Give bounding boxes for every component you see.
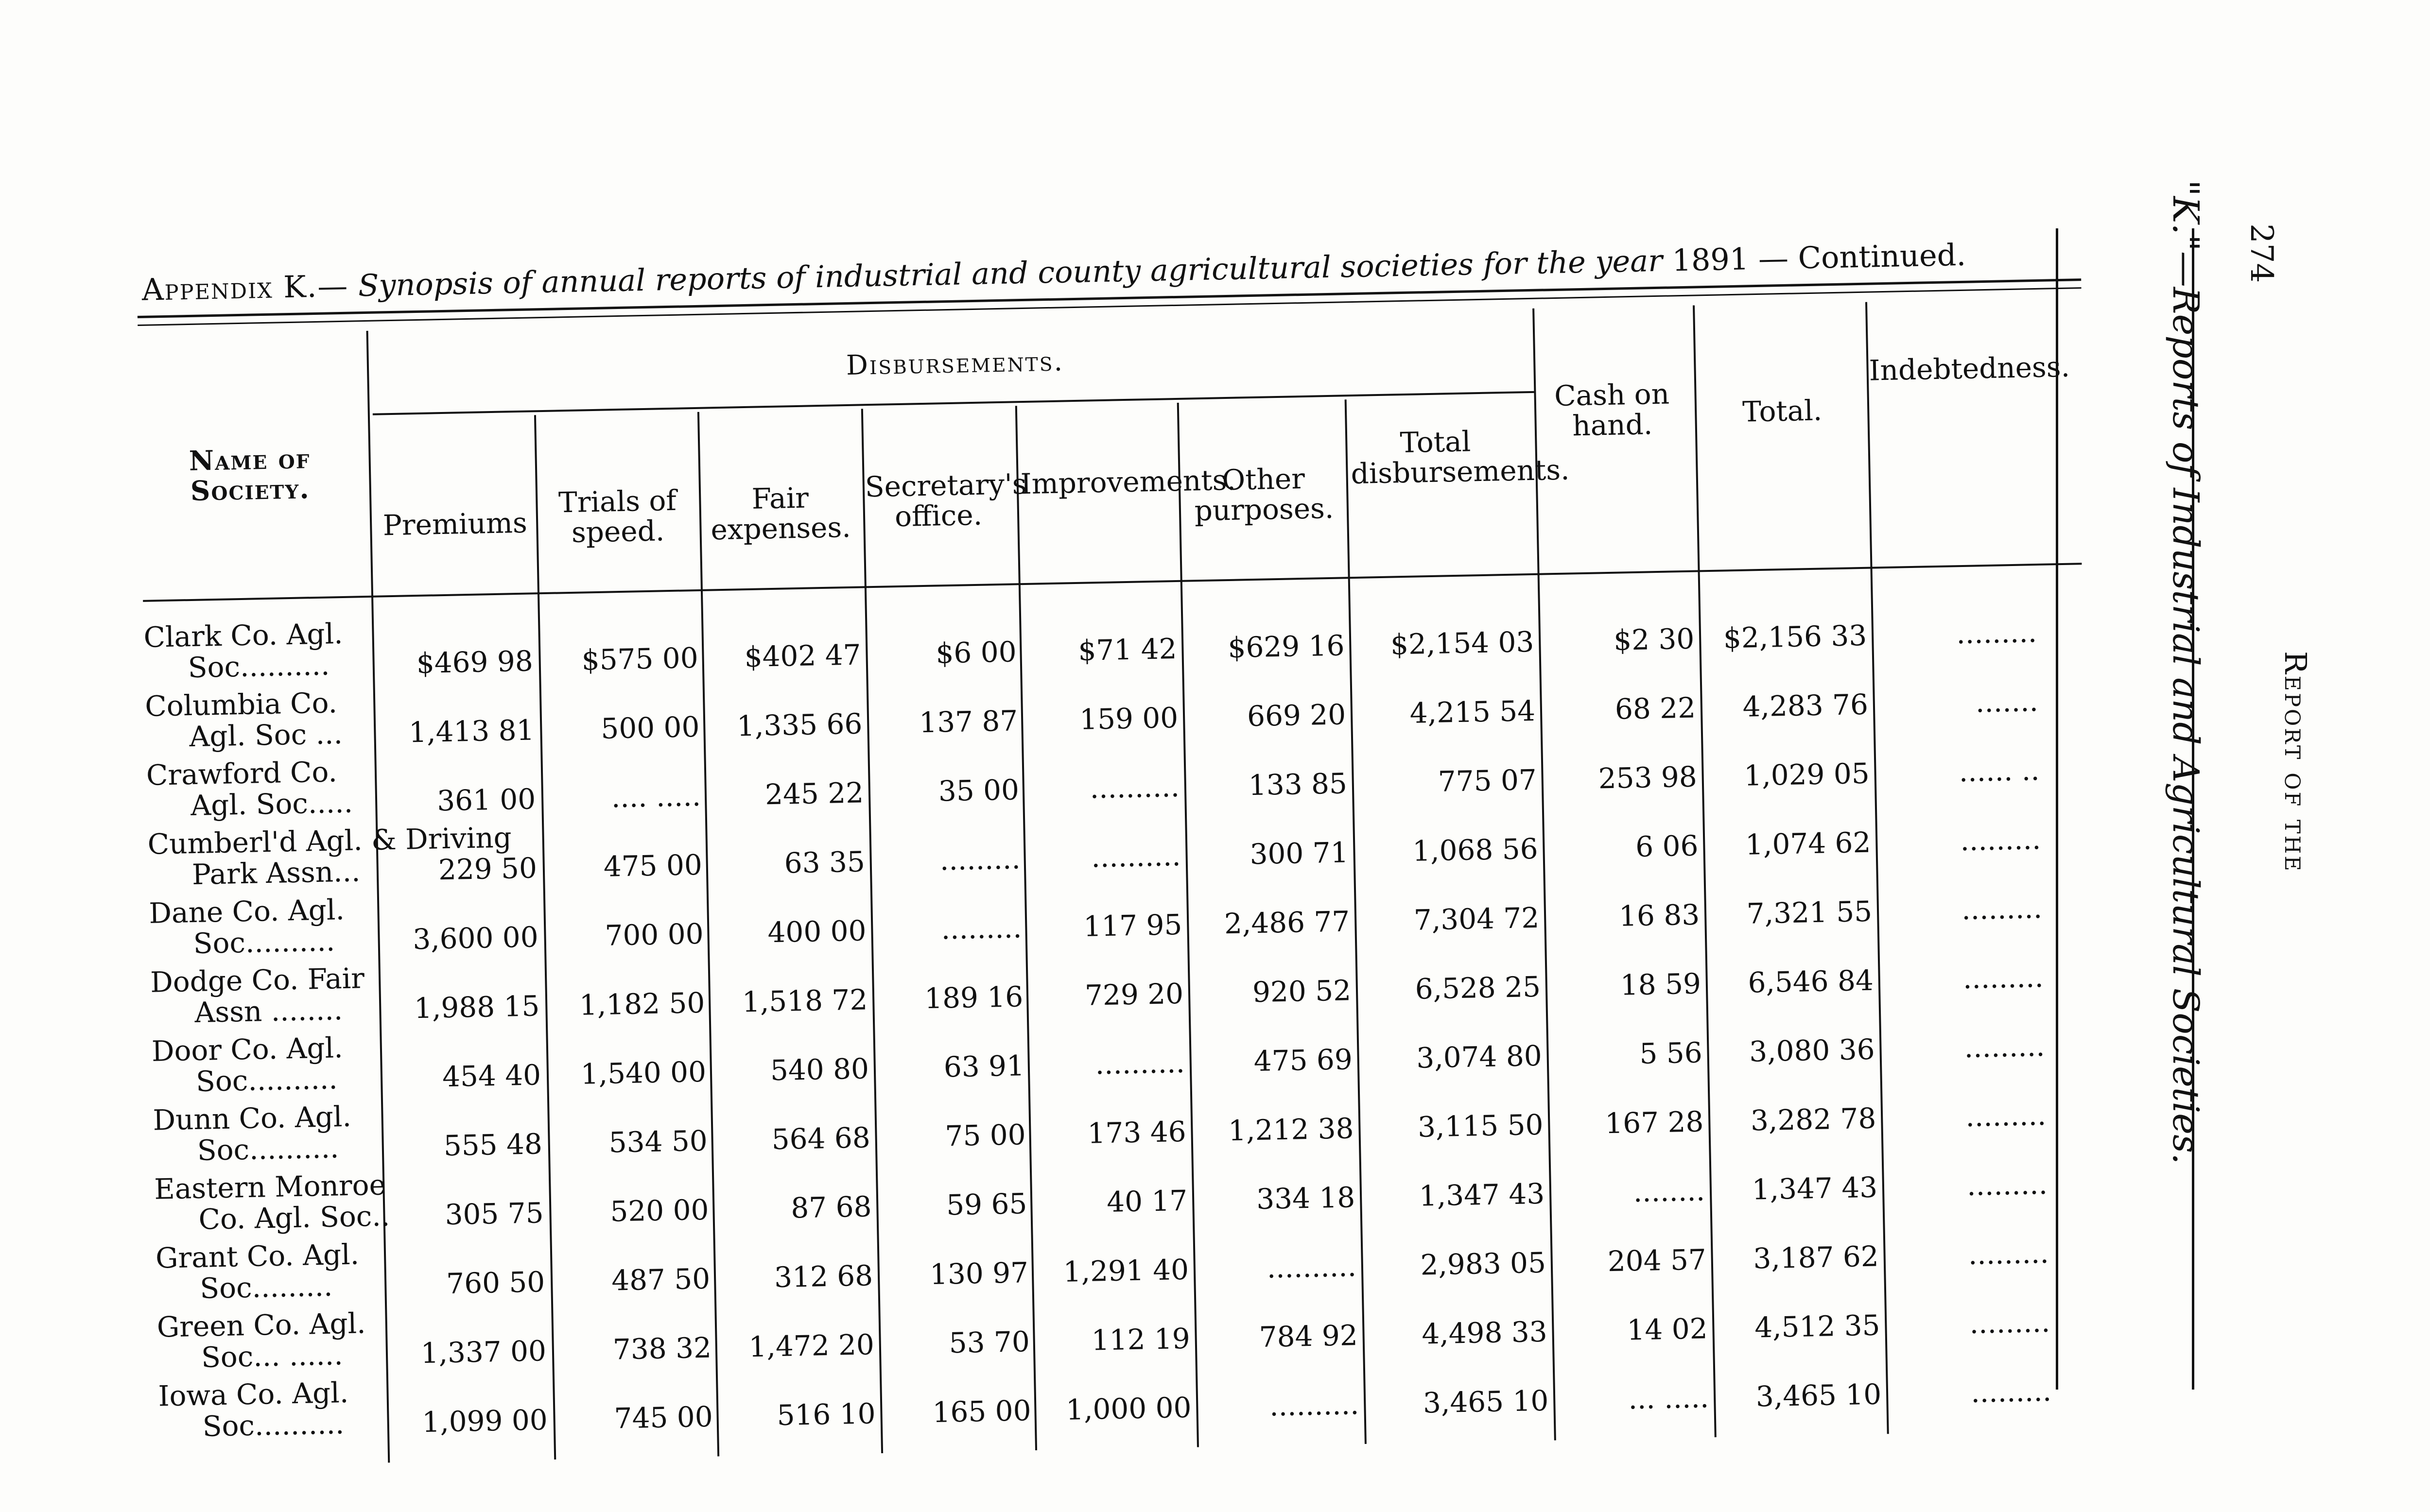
trials-cell: 534 50 [608,1124,708,1159]
society-name-line2: Agl. Soc ... [189,717,343,754]
society-name-line2: Agl. Soc..... [190,786,353,823]
cash-cell: 167 28 [1604,1105,1704,1140]
indebt-cell: ......... [1960,822,2041,858]
other-cell: 784 92 [1259,1319,1358,1354]
society-name-line1: Columbia Co. [144,686,338,723]
trials-cell: 475 00 [603,848,703,883]
other-cell: 475 69 [1253,1043,1353,1078]
trials-cell: 1,182 50 [579,986,705,1022]
society-name-line1: Eastern Monroe [154,1168,386,1206]
society-name-line1: Grant Co. Agl. [155,1237,360,1275]
header-secretarys-office: Secretary's office. [865,467,1027,533]
total-disb-cell: 6,528 25 [1415,970,1541,1006]
total-disb-cell: 3,465 10 [1423,1384,1549,1420]
fair-cell: 540 80 [770,1052,869,1087]
secretary-cell: $6 00 [935,635,1017,670]
other-cell: 133 85 [1248,767,1348,802]
society-name-line1: Crawford Co. [146,755,338,792]
indebt-cell: ......... [1966,1167,2048,1203]
header-improvements: Improvements. [1020,463,1236,501]
society-name [146,756,380,822]
trials-cell: 738 32 [612,1331,712,1366]
premiums-cell: 555 48 [443,1127,543,1163]
secretary-cell: ......... [939,842,1021,877]
secretary-cell: 63 91 [943,1049,1025,1084]
fair-cell: 312 68 [774,1259,873,1294]
society-name-line2: Soc.......... [202,1407,345,1443]
secretary-cell: 53 70 [949,1325,1030,1360]
fair-cell: 1,335 66 [736,707,863,743]
total-disb-cell: 775 07 [1438,763,1537,798]
society-name-line1: Clark Co. Agl. [143,617,344,654]
improvements-cell: 1,000 00 [1065,1391,1192,1426]
title-prefix: Appendix K.— [141,268,349,308]
report-head: Report of the [2278,651,2313,873]
header-cash-on-hand: Cash on hand. [1554,377,1670,443]
society-name-line1: Dane Co. Agl. [148,893,345,930]
society-name [151,1031,385,1098]
premiums-cell: 1,337 00 [420,1334,547,1370]
premiums-cell: 3,600 00 [412,920,539,956]
cash-cell: $2 30 [1613,622,1695,657]
total-disb-cell: $2,154 03 [1390,625,1534,661]
header-trials-of-speed: Trials of speed. [558,483,677,549]
fair-cell: 63 35 [784,845,866,880]
premiums-cell: 305 75 [444,1196,544,1232]
secretary-cell: 137 87 [919,704,1018,739]
fair-cell: 516 10 [776,1397,876,1432]
fair-cell: $402 47 [744,638,862,674]
secretary-cell: 59 65 [946,1187,1027,1222]
header-premiums: Premiums [382,506,528,542]
fair-cell: 564 68 [771,1121,871,1156]
total-disb-cell: 2,983 05 [1420,1246,1546,1282]
trials-cell: 487 50 [611,1262,711,1297]
society-name-line2: Assn ........ [194,993,343,1029]
improvements-cell: .......... [1094,1046,1185,1081]
premiums-cell: 1,988 15 [414,989,540,1025]
trials-cell: 745 00 [614,1400,713,1435]
society-name-line1: Iowa Co. Agl. [157,1376,349,1413]
improvements-cell: .......... [1091,839,1181,874]
title-suffix: — Continued. [1758,237,1966,276]
premiums-cell: 760 50 [446,1265,545,1301]
improvements-cell: 117 95 [1083,908,1182,943]
society-name [150,962,384,1029]
other-cell: 300 71 [1249,836,1349,871]
society-name [153,1100,387,1167]
table-title [141,235,2086,308]
trials-cell: .... ..... [611,779,701,814]
cash-cell: 14 02 [1626,1312,1708,1347]
total-cell: 3,282 78 [1750,1101,1876,1137]
trials-cell: 700 00 [604,917,704,952]
secretary-cell: 75 00 [944,1118,1026,1153]
indebt-cell: ......... [1963,1029,2046,1065]
total-cell: 1,347 43 [1752,1170,1878,1206]
other-cell: 669 20 [1247,698,1346,733]
society-name [143,618,378,684]
cash-cell: 18 59 [1620,967,1701,1002]
premiums-cell: $469 98 [416,644,534,680]
indebt-cell: ......... [1956,616,2037,651]
total-cell: 3,187 62 [1753,1239,1879,1275]
other-cell: .......... [1269,1388,1360,1423]
total-cell: 4,283 76 [1742,687,1869,723]
indebt-cell: ...... .. [1958,754,2040,789]
indebt-cell: ....... [1975,685,2039,719]
society-name-line2: Soc.......... [197,1131,339,1167]
indebt-cell: ......... [1969,1305,2051,1340]
society-name [156,1307,391,1374]
society-name-line2: Soc.......... [193,924,335,960]
society-name [145,687,379,753]
cash-cell: ........ [1632,1174,1705,1209]
total-cell: 6,546 84 [1747,963,1874,999]
total-disb-cell: 4,498 33 [1421,1315,1548,1351]
other-cell: 2,486 77 [1224,905,1350,941]
indebt-cell: ......... [1965,1098,2047,1134]
society-name-line2: Soc.......... [195,1062,338,1098]
title-text: Synopsis of annual reports of industrial and county agricultural societies for the year [358,242,1663,304]
society-name-line2: Soc.......... [188,648,330,685]
other-cell: .......... [1266,1250,1357,1285]
society-name-line1: Cumberl'd Agl. & Driving [147,821,512,861]
header-name-of-society: Name of Society. [189,443,311,507]
improvements-cell: 173 46 [1087,1115,1187,1150]
fair-cell: 245 22 [764,776,864,811]
premiums-cell: 1,099 00 [421,1403,548,1439]
society-name-line2: Soc... ...... [201,1338,344,1374]
cash-cell: 204 57 [1607,1243,1707,1278]
total-disb-cell: 4,215 54 [1409,694,1536,730]
cash-cell: 5 56 [1639,1036,1703,1070]
premiums-cell: 361 00 [436,782,536,818]
premiums-cell: 229 50 [438,851,538,887]
indebt-cell: ......... [1970,1374,2052,1409]
trials-cell: 1,540 00 [580,1055,707,1091]
total-cell: 1,029 05 [1743,756,1870,792]
other-cell: 334 18 [1256,1181,1355,1216]
society-name-line1: Dunn Co. Agl. [153,1100,352,1137]
total-disb-cell: 7,304 72 [1413,901,1540,937]
total-disb-cell: 3,115 50 [1417,1108,1544,1144]
title-year: 1891 [1671,241,1749,278]
total-cell: 3,080 36 [1749,1032,1875,1068]
total-disb-cell: 1,068 56 [1412,832,1539,868]
total-cell: 1,074 62 [1745,825,1871,861]
disbursements-rule [373,391,1534,415]
header-disbursements: Disbursements. [846,345,1064,381]
total-disb-cell: 1,347 43 [1419,1177,1545,1213]
fair-cell: 400 00 [767,914,867,949]
society-name-line1: Door Co. Agl. [151,1031,344,1068]
total-cell: $2,156 33 [1723,619,1867,655]
total-cell: 7,321 55 [1746,894,1873,930]
improvements-cell: .......... [1089,770,1180,805]
secretary-cell: 165 00 [932,1394,1032,1429]
running-title: "K."—Reports of Industrial and Agricultural Societies. [2165,180,2206,1165]
header-fair-expenses: Fair expenses. [710,481,851,547]
society-name-line2: Co. Agl. Soc.. [198,1199,390,1236]
cash-cell: 6 06 [1635,829,1699,863]
indebt-cell: ......... [1961,891,2043,927]
trials-cell: 520 00 [609,1193,710,1228]
improvements-cell: 112 19 [1091,1322,1191,1357]
secretary-cell: 130 97 [929,1256,1029,1291]
secretary-cell: 189 16 [924,980,1024,1015]
society-name-line2: Soc......... [199,1269,333,1305]
other-cell: $629 16 [1227,629,1345,665]
improvements-cell: 729 20 [1084,977,1184,1012]
society-name [156,1238,390,1305]
society-name-line1: Dodge Co. Fair [150,962,365,999]
other-cell: 920 52 [1252,974,1352,1009]
total-cell: 4,512 35 [1754,1308,1881,1344]
fair-cell: 1,518 72 [742,983,868,1019]
secretary-cell: ......... [940,911,1023,946]
header-indebtedness: Indebtedness. [1869,350,2070,387]
total-cell: 3,465 10 [1755,1377,1882,1413]
trials-cell: $575 00 [581,641,699,677]
cash-cell: 16 83 [1618,898,1700,933]
cash-cell: 68 22 [1614,691,1696,726]
margin-rule [2056,228,2058,1390]
fair-cell: 87 68 [790,1190,872,1225]
society-name-line2: Park Assn... [191,855,361,892]
total-disb-cell: 3,074 80 [1416,1039,1543,1075]
page-number: 274 [2243,223,2279,283]
improvements-cell: 1,291 40 [1063,1253,1189,1289]
improvements-cell: $71 42 [1077,632,1178,667]
cash-cell: ... ..... [1628,1381,1709,1416]
society-name [149,893,383,960]
trials-cell: 500 00 [600,710,700,745]
society-name-line1: Green Co. Agl. [156,1306,366,1344]
society-name [154,1169,388,1236]
secretary-cell: 35 00 [938,773,1020,808]
improvements-cell: 159 00 [1079,701,1179,736]
premiums-cell: 1,413 81 [408,713,535,749]
premiums-cell: 454 40 [442,1058,541,1094]
cash-cell: 253 98 [1598,760,1698,795]
header-total: Total. [1742,394,1822,429]
society-name [158,1376,392,1443]
header-total-disbursements: Total disbursements. [1350,425,1570,491]
other-cell: 1,212 38 [1228,1112,1354,1148]
indebt-cell: ......... [1962,960,2044,996]
indebt-cell: ......... [1968,1236,2049,1271]
appendix-table [136,206,2113,1467]
improvements-cell: 40 17 [1106,1184,1188,1219]
fair-cell: 1,472 20 [748,1328,875,1364]
header-other-purposes: Other purposes. [1194,462,1334,528]
